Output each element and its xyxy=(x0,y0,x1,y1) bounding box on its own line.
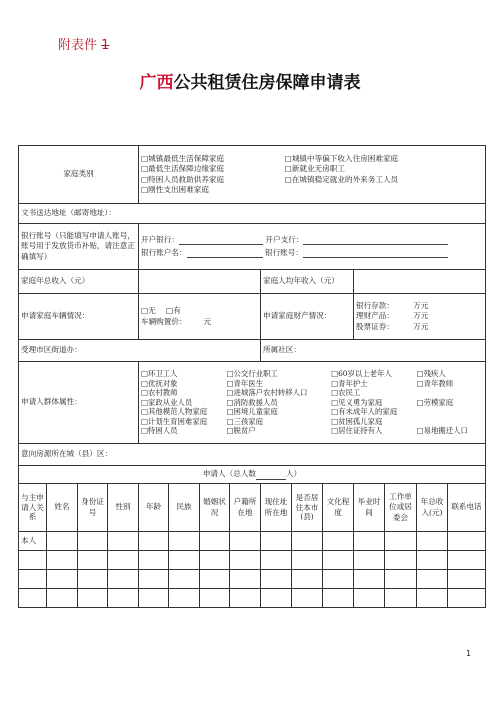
deposit-label: 银行存款： xyxy=(356,301,394,311)
account-no-label: 银行账号： xyxy=(264,248,303,257)
group-option[interactable]: □青年医生 xyxy=(226,378,264,388)
mail-address-field[interactable]: 文书送达地址（邮寄地址）： xyxy=(19,204,486,224)
group-option[interactable]: □60岁以上老年人 xyxy=(331,369,392,379)
group-option[interactable]: □有未成年人的家庭 xyxy=(331,407,398,417)
per-capita-income-label: 家庭人均年收入（元） xyxy=(261,270,354,294)
col-header-age: 年龄 xyxy=(139,484,169,532)
family-type-options[interactable] xyxy=(139,146,486,204)
group-option[interactable]: □优抚对象 xyxy=(141,378,178,388)
col-header-graduation: 毕业时间 xyxy=(354,484,385,532)
col-header-residence: 现住址所在地 xyxy=(261,484,292,532)
finance-unit: 万元 xyxy=(413,311,429,321)
col-header-income: 年总收入(元) xyxy=(417,484,448,532)
vehicle-price-label: 车辆购置价： xyxy=(141,316,187,326)
group-option[interactable]: □家政从业人员 xyxy=(141,397,193,407)
total-income-label: 家庭年总收入（元） xyxy=(19,270,139,294)
vehicle-price-unit: 元 xyxy=(203,316,212,326)
stock-unit: 万元 xyxy=(413,321,429,331)
group-option[interactable]: □环卫工人 xyxy=(141,369,178,379)
group-option[interactable]: □贫困孤儿家庭 xyxy=(331,416,383,426)
group-option[interactable]: □劳模家庭 xyxy=(416,397,454,407)
total-income-input[interactable] xyxy=(139,270,261,294)
account-name-label: 银行账户名： xyxy=(141,248,187,257)
col-header-local: 是否居住本市(县) xyxy=(292,484,323,532)
group-option[interactable]: □三孩家庭 xyxy=(226,416,264,426)
family-type-option[interactable]: □特困人员救助供养家庭 xyxy=(141,174,225,184)
col-header-gender: 性别 xyxy=(108,484,139,532)
group-attribute-options[interactable] xyxy=(139,362,486,444)
col-header-relation: 与主申请人关系 xyxy=(19,484,47,532)
group-option[interactable]: □计划生育困难家庭 xyxy=(141,416,208,426)
vehicle-options[interactable] xyxy=(139,294,261,340)
family-type-label: 家庭类别 xyxy=(19,146,139,204)
page-number: 1 xyxy=(466,649,472,658)
assets-fields[interactable] xyxy=(354,294,486,340)
applicants-count[interactable]: 申请人（总人数 人） xyxy=(19,466,486,484)
group-option[interactable]: □脱贫户 xyxy=(226,426,256,436)
group-option[interactable]: □青年护士 xyxy=(331,378,368,388)
family-type-option[interactable]: □刚性支出困难家庭 xyxy=(141,184,209,194)
family-type-option[interactable]: □城镇中等偏下收入住房困难家庭 xyxy=(284,154,399,163)
col-header-id: 身份证号 xyxy=(78,484,108,532)
open-branch-label: 开户支行： xyxy=(265,234,304,244)
col-header-hukou: 户籍所在地 xyxy=(230,484,261,532)
bank-account-fields[interactable] xyxy=(139,224,486,270)
col-header-marital: 婚姻状况 xyxy=(200,484,230,532)
col-header-phone: 联系电话 xyxy=(448,484,486,532)
stock-label: 股票证券： xyxy=(356,321,394,331)
attachment-label: 附表件 1 xyxy=(58,38,110,53)
group-option[interactable]: □其他模范人物家庭 xyxy=(141,407,208,417)
family-type-option[interactable]: □最低生活保障边缘家庭 xyxy=(141,164,225,174)
group-option[interactable]: □居住证持有人 xyxy=(331,426,383,436)
group-option[interactable]: □特困人员 xyxy=(141,426,178,436)
row-relation-self: 本人 xyxy=(19,532,47,551)
group-option[interactable]: □青年教师 xyxy=(416,378,454,388)
group-option[interactable]: □消防救援人员 xyxy=(226,397,278,407)
street-office-field[interactable]: 受理市区街道办： xyxy=(19,340,261,362)
community-field[interactable]: 所属社区： xyxy=(261,340,486,362)
per-capita-income-input[interactable] xyxy=(354,270,486,294)
col-header-education: 文化程度 xyxy=(323,484,354,532)
group-option[interactable]: □易地搬迁人口 xyxy=(416,426,468,436)
group-option[interactable]: □残疾人 xyxy=(416,369,446,379)
col-header-name: 姓名 xyxy=(47,484,78,532)
group-option[interactable]: □公交行业职工 xyxy=(226,369,278,379)
page-title: 广西公共租赁住房保障申请表 xyxy=(139,73,361,93)
deposit-unit: 万元 xyxy=(413,301,429,311)
group-option[interactable]: □进城落户农村转移人口 xyxy=(226,388,308,398)
vehicle-have-checkbox[interactable]: □有 xyxy=(166,306,181,316)
application-form xyxy=(18,145,486,608)
bank-account-label: 银行账号（只能填写申请人账号，账号用于发放货币补贴，请注意正确填写） xyxy=(19,224,139,270)
finance-label: 理财产品： xyxy=(356,311,394,321)
group-option[interactable]: □农民工 xyxy=(331,388,361,398)
vehicle-label: 申请家庭车辆情况： xyxy=(19,294,139,340)
vehicle-none-checkbox[interactable]: □无 xyxy=(141,306,156,316)
table-row xyxy=(19,570,486,589)
col-header-employer: 工作单位或居委会 xyxy=(385,484,417,532)
table-row xyxy=(19,589,486,608)
group-option[interactable]: □见义勇为家庭 xyxy=(331,397,383,407)
open-bank-label: 开户银行： xyxy=(141,234,179,244)
table-row xyxy=(19,532,486,551)
col-header-ethnicity: 民族 xyxy=(169,484,200,532)
group-option[interactable]: □困境儿童家庭 xyxy=(226,407,278,417)
family-type-option[interactable]: □新就业无房职工 xyxy=(284,164,345,174)
table-row xyxy=(19,551,486,570)
assets-label: 申请家庭财产情况： xyxy=(261,294,354,340)
family-type-option[interactable]: □城镇最低生活保障家庭 xyxy=(141,154,225,163)
intended-location-field[interactable]: 意向房源所在城（县）区： xyxy=(19,444,486,466)
family-type-option[interactable]: □在城镇稳定就业的外来务工人员 xyxy=(284,174,399,184)
group-option[interactable]: □农村教师 xyxy=(141,388,178,398)
group-attribute-label: 申请人群体属性： xyxy=(19,362,139,444)
